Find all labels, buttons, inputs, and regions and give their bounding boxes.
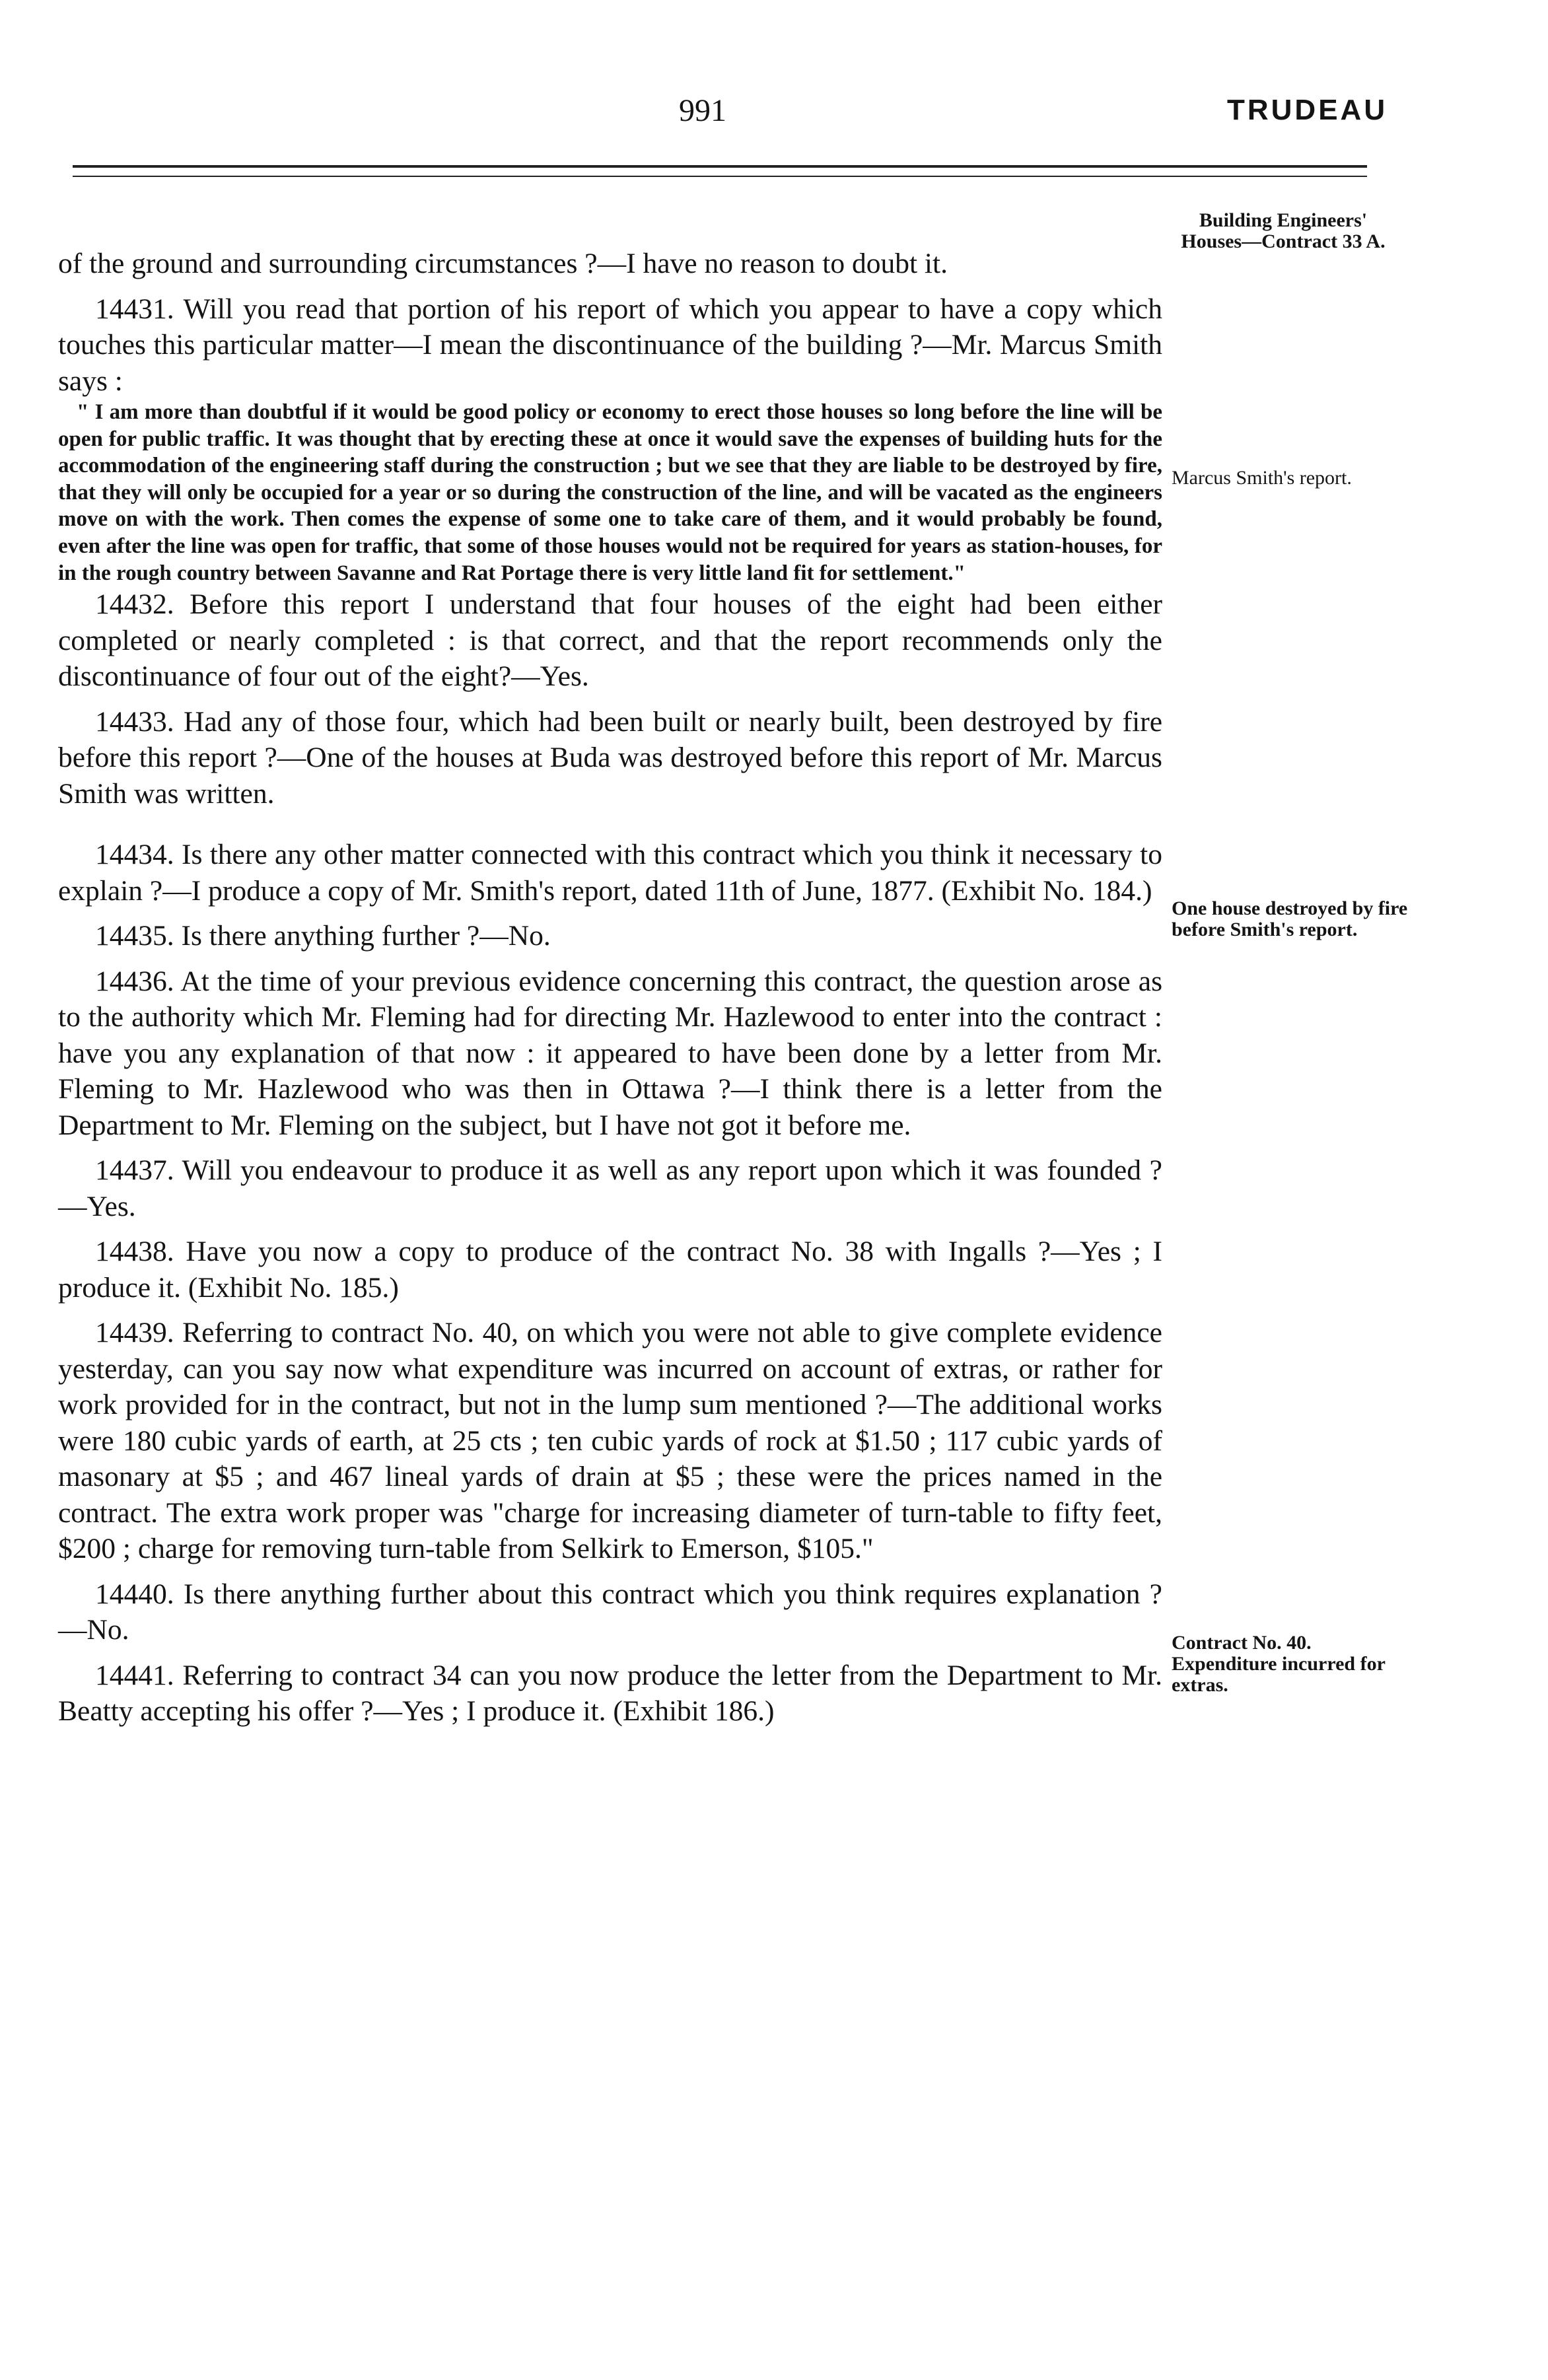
question-14436: 14436. At the time of your previous evidence concerning this contract, the question arose as to the authority which Mr. Fleming had for directing Mr. Hazlewood to enter into the contract : have you any explanation of that now : it appeared to have been done by a letter from Mr. Fleming to Mr. Hazlewood who was then in Ottawa ?—I think there is a letter from the Department to Mr. Fleming on the subject, but I have not got it before me.: [58, 965, 1162, 1141]
question-14435: 14435. Is there anything further ?—No.: [95, 920, 551, 952]
margin-note-building: Building Engineers' Houses—Contract 33 A.: [1181, 209, 1386, 252]
paragraph-continued: of the ground and surrounding circumstances ?—I have no reason to doubt it.: [58, 248, 948, 279]
page-number: 991: [679, 93, 726, 128]
question-14431: 14431. Will you read that portion of his report of which you appear to have a copy which touches this particular matter—I mean the discontinuance of the building ?—Mr. Marcus Smith says :: [58, 293, 1162, 397]
question-14438: 14438. Have you now a copy to produce of the contract No. 38 with Ingalls ?—Yes ; I produce it. (Exhibit No. 185.): [58, 1236, 1162, 1304]
question-14432: 14432. Before this report I understand that four houses of the eight had been either completed or nearly completed : is that correct, and that the report recommends only the discontinuance of four out of the eight?—Yes.: [58, 588, 1162, 693]
margin-note-house-destroyed: One house destroyed by fire before Smith's report.: [1172, 897, 1408, 940]
main-text: [58, 246, 1162, 1730]
margin-note-smith-report: Marcus Smith's report.: [1172, 467, 1352, 489]
question-14441: 14441. Referring to contract 34 can you now produce the letter from the Department to Mr. Beatty accepting his offer ?—Yes ; I produce it. (Exhibit 186.): [58, 1659, 1162, 1728]
question-14440: 14440. Is there anything further about this contract which you think requires explanation ?—No.: [58, 1578, 1162, 1646]
header-rule-thin: [73, 176, 1367, 177]
quoted-report: " I am more than doubtful if it would be good policy or economy to erect those houses so long before the line will be open for public traffic. It was thought that by erecting these at once it would save the expenses of building huts for the accommodation of the engineering staff during the construction ; but we see that they are liable to be destroyed by fire, that they will only be occupied for a year or so during the construction of the line, and will be vacated as the engineers move on with the work. Then comes the expense of some one to take care of them, and it would probably be found, even after the line was open for traffic, that some of those houses would not be required for years as station-houses, for in the rough country between Savanne and Rat Portage there is very little land fit for settlement.": [58, 400, 1162, 585]
question-14434: 14434. Is there any other matter connected with this contract which you think it necessary to explain ?—I produce a copy of Mr. Smith's report, dated 11th of June, 1877. (Exhibit No. 184.): [58, 839, 1162, 907]
header-rule: [73, 165, 1367, 168]
question-14433: 14433. Had any of those four, which had been built or nearly built, been destroyed by fire before this report ?—One of the houses at Buda was destroyed before this report of Mr. Marcus Smith was written.: [58, 705, 1162, 810]
margin-note-contract-40: Contract No. 40. Expenditure incurred for extras.: [1172, 1632, 1386, 1696]
question-14437: 14437. Will you endeavour to produce it as well as any report upon which it was founded ?—Yes.: [58, 1154, 1162, 1222]
running-head: TRUDEAU: [1227, 94, 1388, 126]
question-14439: 14439. Referring to contract No. 40, on which you were not able to give complete evidence yesterday, can you say now what expenditure was incurred on account of extras, or rather for work provided for in the contract, but not in the lump sum mentioned ?—The additional works were 180 cubic yards of earth, at 25 cts ; ten cubic yards of rock at $1.50 ; 117 cubic yards of masonary at $5 ; and 467 lineal yards of drain at $5 ; these were the prices named in the contract. The extra work proper was "charge for increasing diameter of turn-table to fifty feet, $200 ; charge for removing turn-table from Selkirk to Emerson, $105.": [58, 1317, 1162, 1565]
